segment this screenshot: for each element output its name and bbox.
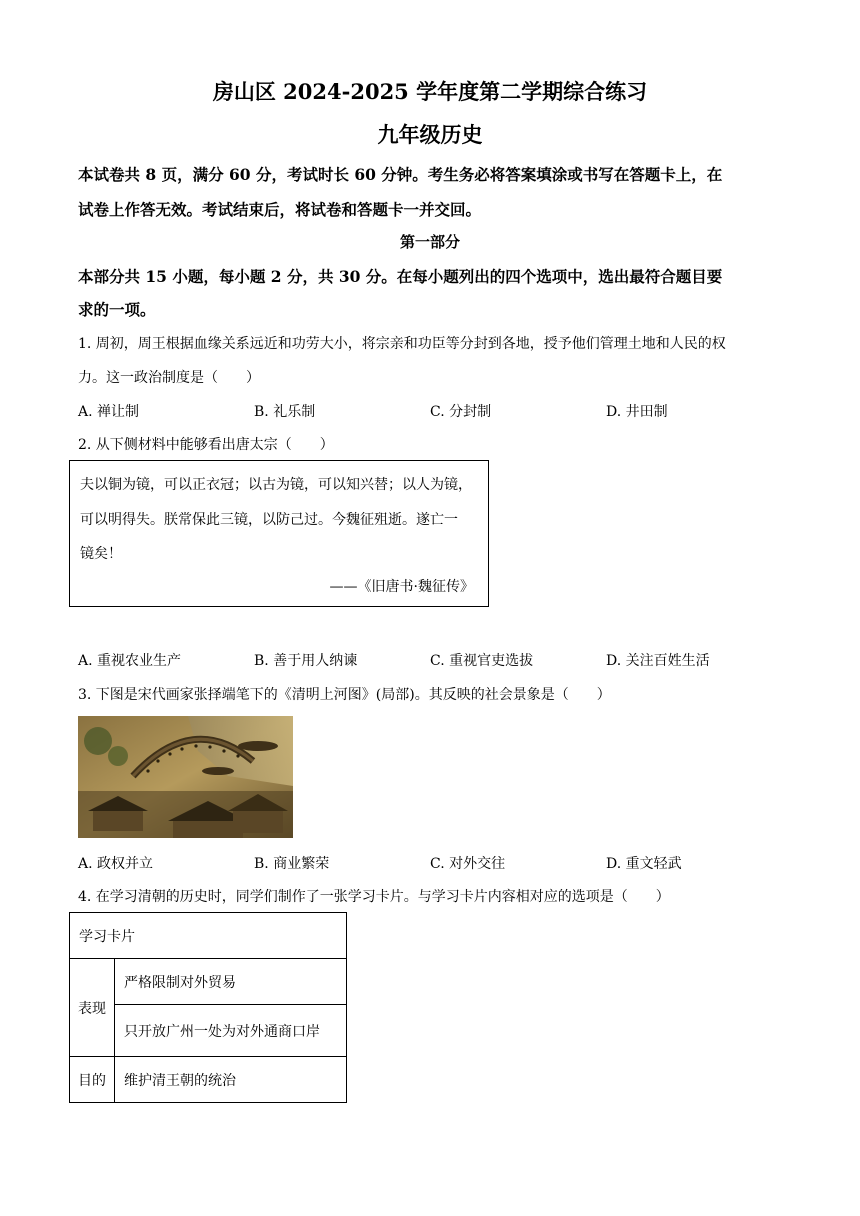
- study-card-header: 学习卡片: [70, 913, 347, 959]
- question-1-option-a[interactable]: A. 禅让制: [78, 404, 140, 420]
- instructions-line-1: 本试卷共 8 页，满分 60 分，考试时长 60 分钟。考生务必将答案填涂或书写在答题卡上，在: [78, 165, 723, 184]
- quote-line-2: 可以明得失。朕常保此三镜，以防己过。今魏征殂逝。遂亡一: [80, 512, 458, 528]
- study-card-table: [69, 912, 347, 1103]
- study-card-performance-item-1: 严格限制对外贸易: [115, 959, 347, 1005]
- instructions-line-2: 试卷上作答无效。考试结束后，将试卷和答题卡一并交回。: [78, 200, 482, 219]
- question-3-option-b[interactable]: B. 商业繁荣: [254, 856, 330, 872]
- part-title: 第一部分: [399, 233, 460, 251]
- question-3-option-a[interactable]: A. 政权并立: [78, 856, 154, 872]
- question-2-option-b[interactable]: B. 善于用人纳谏: [254, 653, 358, 669]
- exam-subtitle: 九年级历史: [377, 122, 483, 147]
- question-2-option-d[interactable]: D. 关注百姓生活: [606, 653, 710, 669]
- question-1-stem-line-1: 1. 周初，周王根据血缘关系远近和功劳大小，将宗亲和功臣等分封到各地，授予他们管理土地和人民的权: [78, 336, 726, 352]
- question-3-option-c[interactable]: C. 对外交往: [430, 856, 506, 872]
- study-card-performance-item-2: 只开放广州一处为对外通商口岸: [115, 1005, 347, 1057]
- part-description-line-1: 本部分共 15 小题，每小题 2 分，共 30 分。在每小题列出的四个选项中，选出最符合题目要: [78, 267, 723, 286]
- question-2-quote-box: [69, 460, 489, 607]
- question-2-option-a[interactable]: A. 重视农业生产: [78, 653, 182, 669]
- study-card-purpose-item: 维护清王朝的统治: [115, 1057, 347, 1103]
- quote-line-1: 夫以铜为镜，可以正衣冠；以古为镜，可以知兴替；以人为镜，: [80, 477, 472, 493]
- question-1-option-b[interactable]: B. 礼乐制: [254, 404, 316, 420]
- question-1-option-d[interactable]: D. 井田制: [606, 404, 668, 420]
- part-description-line-2: 求的一项。: [78, 300, 156, 319]
- exam-title: 房山区 2024-2025 学年度第二学期综合练习: [212, 79, 648, 104]
- question-2-stem: 2. 从下侧材料中能够看出唐太宗（ ）: [78, 437, 334, 453]
- quote-line-3: 镜矣！: [80, 546, 122, 562]
- question-1-stem-line-2: 力。这一政治制度是（ ）: [78, 370, 260, 386]
- question-4-stem: 4. 在学习清朝的历史时，同学们制作了一张学习卡片。与学习卡片内容相对应的选项是（ ）: [78, 889, 670, 905]
- question-3-option-d[interactable]: D. 重文轻武: [606, 856, 682, 872]
- qingming-painting-image: [78, 716, 293, 838]
- question-1-option-c[interactable]: C. 分封制: [430, 404, 492, 420]
- question-3-stem: 3. 下图是宋代画家张择端笔下的《清明上河图》(局部)。其反映的社会景象是（ ）: [78, 687, 611, 703]
- quote-source: ——《旧唐书·魏征传》: [329, 579, 474, 595]
- study-card-label-purpose: 目的: [70, 1057, 115, 1103]
- study-card-label-performance: 表现: [70, 959, 115, 1057]
- question-2-option-c[interactable]: C. 重视官吏选拔: [430, 653, 534, 669]
